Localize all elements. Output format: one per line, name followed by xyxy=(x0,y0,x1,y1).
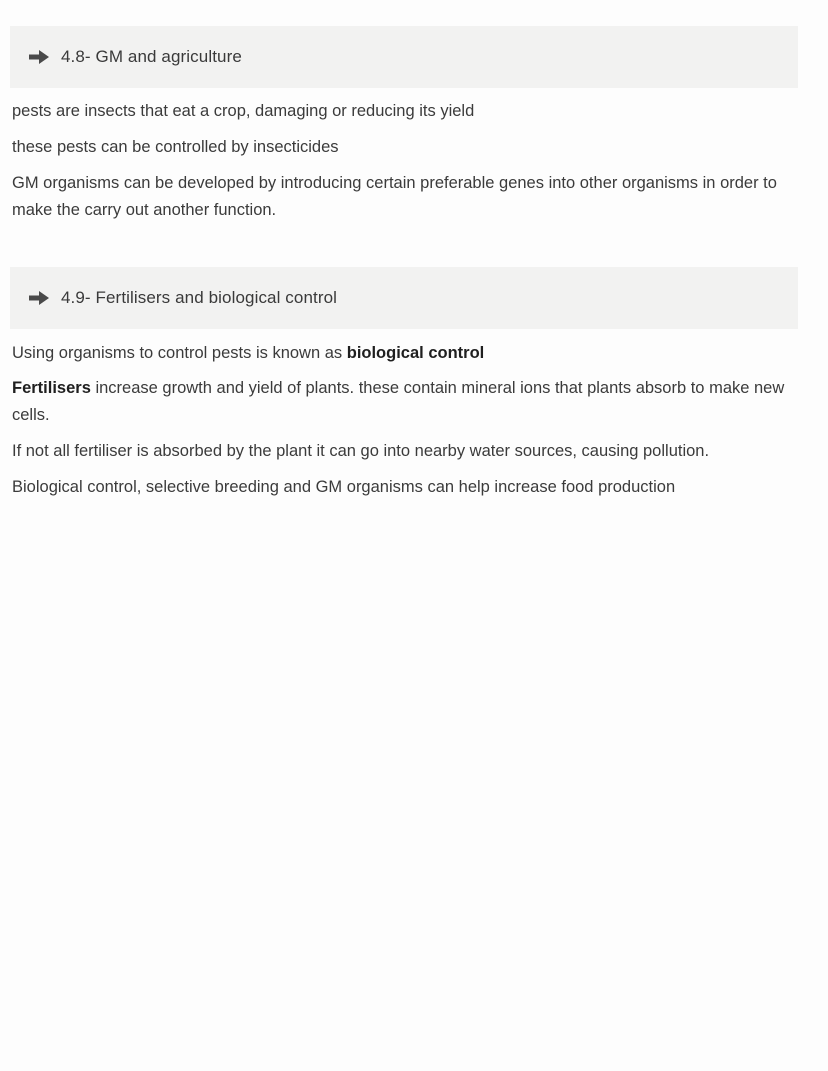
paragraph-insecticides: these pests can be controlled by insecticides xyxy=(12,138,339,156)
paragraph-text: Using organisms to control pests is known as xyxy=(12,344,347,362)
paragraph-food-production: Biological control, selective breeding and GM organisms can help increase food production xyxy=(12,478,676,496)
paragraph-pollution: If not all fertiliser is absorbed by the plant it can go into nearby water sources, causing pollution. xyxy=(12,442,710,460)
paragraph-gm-organisms: GM organisms can be developed by introducing certain preferable genes into other organisms in order to make the carry out another function. xyxy=(12,174,777,219)
paragraph-fertilisers xyxy=(12,375,792,429)
arrow-right-icon xyxy=(28,290,50,306)
arrow-right-icon xyxy=(28,49,50,65)
section-header-gm-agriculture xyxy=(10,26,798,88)
bold-term: Fertilisers xyxy=(12,379,91,397)
paragraph-pests-definition: pests are insects that eat a crop, damaging or reducing its yield xyxy=(12,102,475,120)
bold-term: biological control xyxy=(346,344,485,362)
section-title: 4.9- Fertilisers and biological control xyxy=(61,288,338,307)
section-title: 4.8- GM and agriculture xyxy=(61,47,242,66)
section-header-fertilisers xyxy=(10,267,798,329)
paragraph-biological-control xyxy=(12,340,792,367)
paragraph-text: increase growth and yield of plants. these contain mineral ions that plants absorb to make new cells. xyxy=(12,379,785,424)
